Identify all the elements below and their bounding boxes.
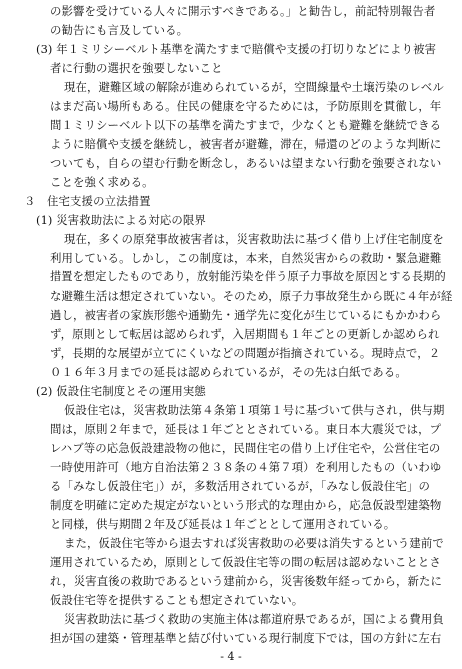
text-line: 災害救助法に基づく救助の実施主体は都道府県であるが，国による費用負 bbox=[64, 612, 444, 626]
text-line: 者に行動の選択を強要しないこと bbox=[50, 61, 223, 75]
text-line: ことを強く求める。 bbox=[50, 175, 154, 189]
text-line: 現在，多くの原発事故被害者は，災害救助法に基づく借り上げ住宅制度を bbox=[64, 232, 444, 246]
text-line: ついても，自らの望む行動を断念し，あるいは望まない行動を強要されない bbox=[50, 156, 442, 170]
text-line: ０１６年３月までの延長は認められているが，その先は白紙である。 bbox=[50, 365, 407, 379]
text-line: ず，原則として転居は認められず，入居期間も１年ごとの更新しか認められ bbox=[50, 327, 440, 341]
text-line: な避難生活は想定されていない。そのため，原子力事故発生から既に４年が経 bbox=[50, 289, 453, 303]
text-line: ず，長期的な展望が立てにくいなどの問題が指摘されている。現時点で，２ bbox=[50, 346, 441, 360]
section-heading: ３ 住宅支援の立法措置 bbox=[24, 194, 151, 208]
text-line: 制度を明確に定めた規定がないという形式的な理由から，応急仮設型建築物 bbox=[50, 498, 442, 512]
page-number: - 4 - bbox=[220, 650, 242, 663]
text-line: 運用されているため，原則として仮設住宅等の間の転居は認めないこととさ bbox=[50, 555, 441, 569]
text-line: 過し，被害者の家族形態や通勤先・通学先に変化が生じているにもかかわら bbox=[50, 308, 442, 322]
text-line: ように賠償や支援を継続し，被害者が避難，滞在，帰還のどのような判断に bbox=[50, 137, 442, 151]
text-line: 仮設住宅は，災害救助法第４条第１項第１号に基づいて供与され，供与期 bbox=[64, 403, 445, 417]
text-line: 仮設住宅等を提供することも想定されていない。 bbox=[50, 593, 304, 607]
subsection-heading: (1) 災害救助法による対応の限界 bbox=[36, 213, 206, 227]
subsection-heading: (3) 年１ミリシーベルト基準を満たすまで賠償や支援の打切りなどにより被害 bbox=[36, 42, 437, 56]
text-line: と同様，供与期間２年及び延長は１年ごととして運用されている。 bbox=[50, 517, 396, 531]
subsection-heading: (2) 仮設住宅制度とその運用実態 bbox=[36, 384, 206, 398]
text-line: れ，災害直後の救助であるという建前から，災害後数年経ってから，新たに bbox=[50, 574, 443, 588]
text-line: 間は，原則２年まで，延長は１年ごととされている。東日本大震災では，プ bbox=[50, 422, 442, 436]
text-line: 一時使用許可（地方自治法第２３８条の４第７項）を利用したもの（いわゆ bbox=[50, 460, 442, 474]
text-line: はまだ高い場所もある。住民の健康を守るためには，予防原則を貫徹し，年 bbox=[50, 99, 442, 113]
text-line: 措置を想定したものであり，放射能汚染を伴う原子力事故を原因とする長期的 bbox=[50, 270, 446, 283]
text-line: 利用している。しかし，この制度は，本来，自然災害からの救助・緊急避難 bbox=[50, 251, 442, 265]
text-line: の勧告にも言及している。 bbox=[50, 23, 189, 37]
text-line: る「みなし仮設住宅」）が，多数活用されているが，「みなし仮設住宅」の bbox=[50, 479, 430, 493]
text-line: 担が国の建築・管理基準と結び付いている現行制度下では，国の方針に左右 bbox=[50, 631, 442, 645]
text-line: 間１ミリシーベルト以下の基準を満たすまで，少なくとも避難を継続できる bbox=[50, 118, 442, 132]
text-line: レハブ等の応急仮設建設物の他に，民間住宅の借り上げ住宅や，公営住宅の bbox=[50, 441, 441, 455]
text-line: 現在，避難区域の解除が進められているが，空間線量や土壌汚染のレベル bbox=[64, 80, 444, 94]
text-line: また，仮設住宅等から退去すれば災害救助の必要は消失するという建前で bbox=[64, 536, 444, 550]
text-line: の影響を受けている人々に開示すべきである。」と勧告し，前記特別報告者 bbox=[50, 4, 436, 18]
